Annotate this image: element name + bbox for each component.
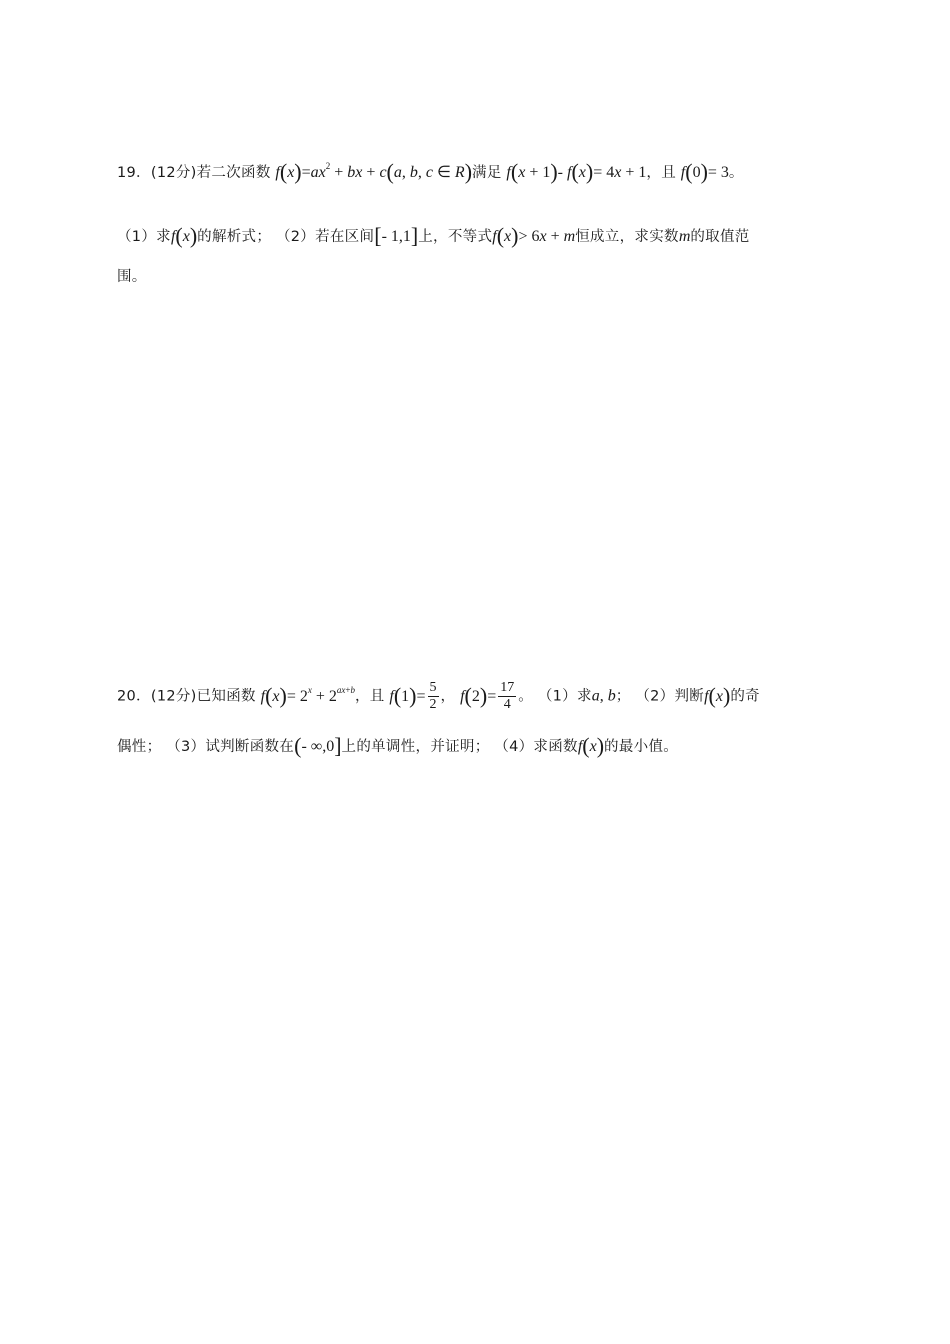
q19-points: (12分) <box>150 165 197 181</box>
q19-part2-text-3: 的取值范 <box>690 229 750 245</box>
q20-function-definition: $f(x)= 2^x + 2^{ax+b}$ <box>260 682 355 708</box>
q20-f1-fraction: $\frac{5}{2}$ <box>429 680 437 712</box>
q20-f1: f(1)= <box>389 682 426 708</box>
q20-comma: ， <box>440 688 456 705</box>
q19-part1-text: 的解析式； <box>197 229 272 245</box>
q19-line-3 <box>117 266 147 287</box>
q20-and: ，且 <box>354 688 385 705</box>
q20-number: 20． <box>117 688 151 705</box>
q20-part4-label: （4）求函数 <box>494 739 578 755</box>
q19-satisfies: 满足 <box>472 165 502 181</box>
q19-number: 19． <box>117 165 151 181</box>
q19-part2-text-1: 上，不等式 <box>418 229 493 245</box>
q19-condition-1: f(x + 1)- f(x)= 4x + 1 <box>506 159 647 184</box>
q20-f2: f(2)= <box>460 682 497 708</box>
q19-condition-2: f(0)= 3 <box>680 159 729 184</box>
q19-line-2 <box>117 223 750 248</box>
q20-intro: 已知函数 <box>196 688 256 705</box>
q20-part1-end: ； <box>615 688 631 705</box>
q20-part3-label: （3）试判断函数在 <box>166 739 295 755</box>
q20-interval: (- ∞,0] <box>294 733 342 758</box>
q20-line-1 <box>117 680 760 713</box>
q20-points: (12分) <box>150 688 197 705</box>
q20-f2-fraction: $\frac{17}{4}$ <box>500 680 515 712</box>
q19-part2-tail: 围。 <box>117 269 147 285</box>
q19-and: ，且 <box>646 165 676 181</box>
q20-part2-expression: f(x) <box>704 682 731 708</box>
q20-line-2 <box>117 733 679 758</box>
q19-var-m: m <box>678 228 691 245</box>
q20-part3-text: 上的单调性，并证明； <box>341 739 490 755</box>
q20-part2-label: （2）判断 <box>635 688 705 705</box>
q19-end: 。 <box>728 165 744 181</box>
q19-part2-text-2: 恒成立，求实数 <box>575 229 679 245</box>
q20-period: 。 <box>518 688 534 705</box>
q19-intro: 若二次函数 <box>196 165 271 181</box>
q19-function-definition: $f(x)=ax^2$ + bx + c(a, b, c ∈ R) <box>275 159 473 184</box>
q19-interval: [- 1,1] <box>374 223 419 248</box>
q20-part4-text: 的最小值。 <box>604 739 679 755</box>
q19-part1-label: （1）求 <box>117 229 171 245</box>
q19-part2-label: （2）若在区间 <box>275 229 375 245</box>
q20-part2-tail: 偶性； <box>117 739 162 755</box>
q19-inequality: f(x)> 6x + m <box>492 223 576 248</box>
q19-line-1 <box>117 159 744 184</box>
q19-part1-expression: f(x) <box>170 223 198 248</box>
q20-part1-vars: a, b <box>591 687 616 705</box>
q20-part1-label: （1）求 <box>537 688 592 705</box>
q20-part4-expression: f(x) <box>577 733 605 758</box>
q20-part2-text: 的奇 <box>730 688 760 705</box>
